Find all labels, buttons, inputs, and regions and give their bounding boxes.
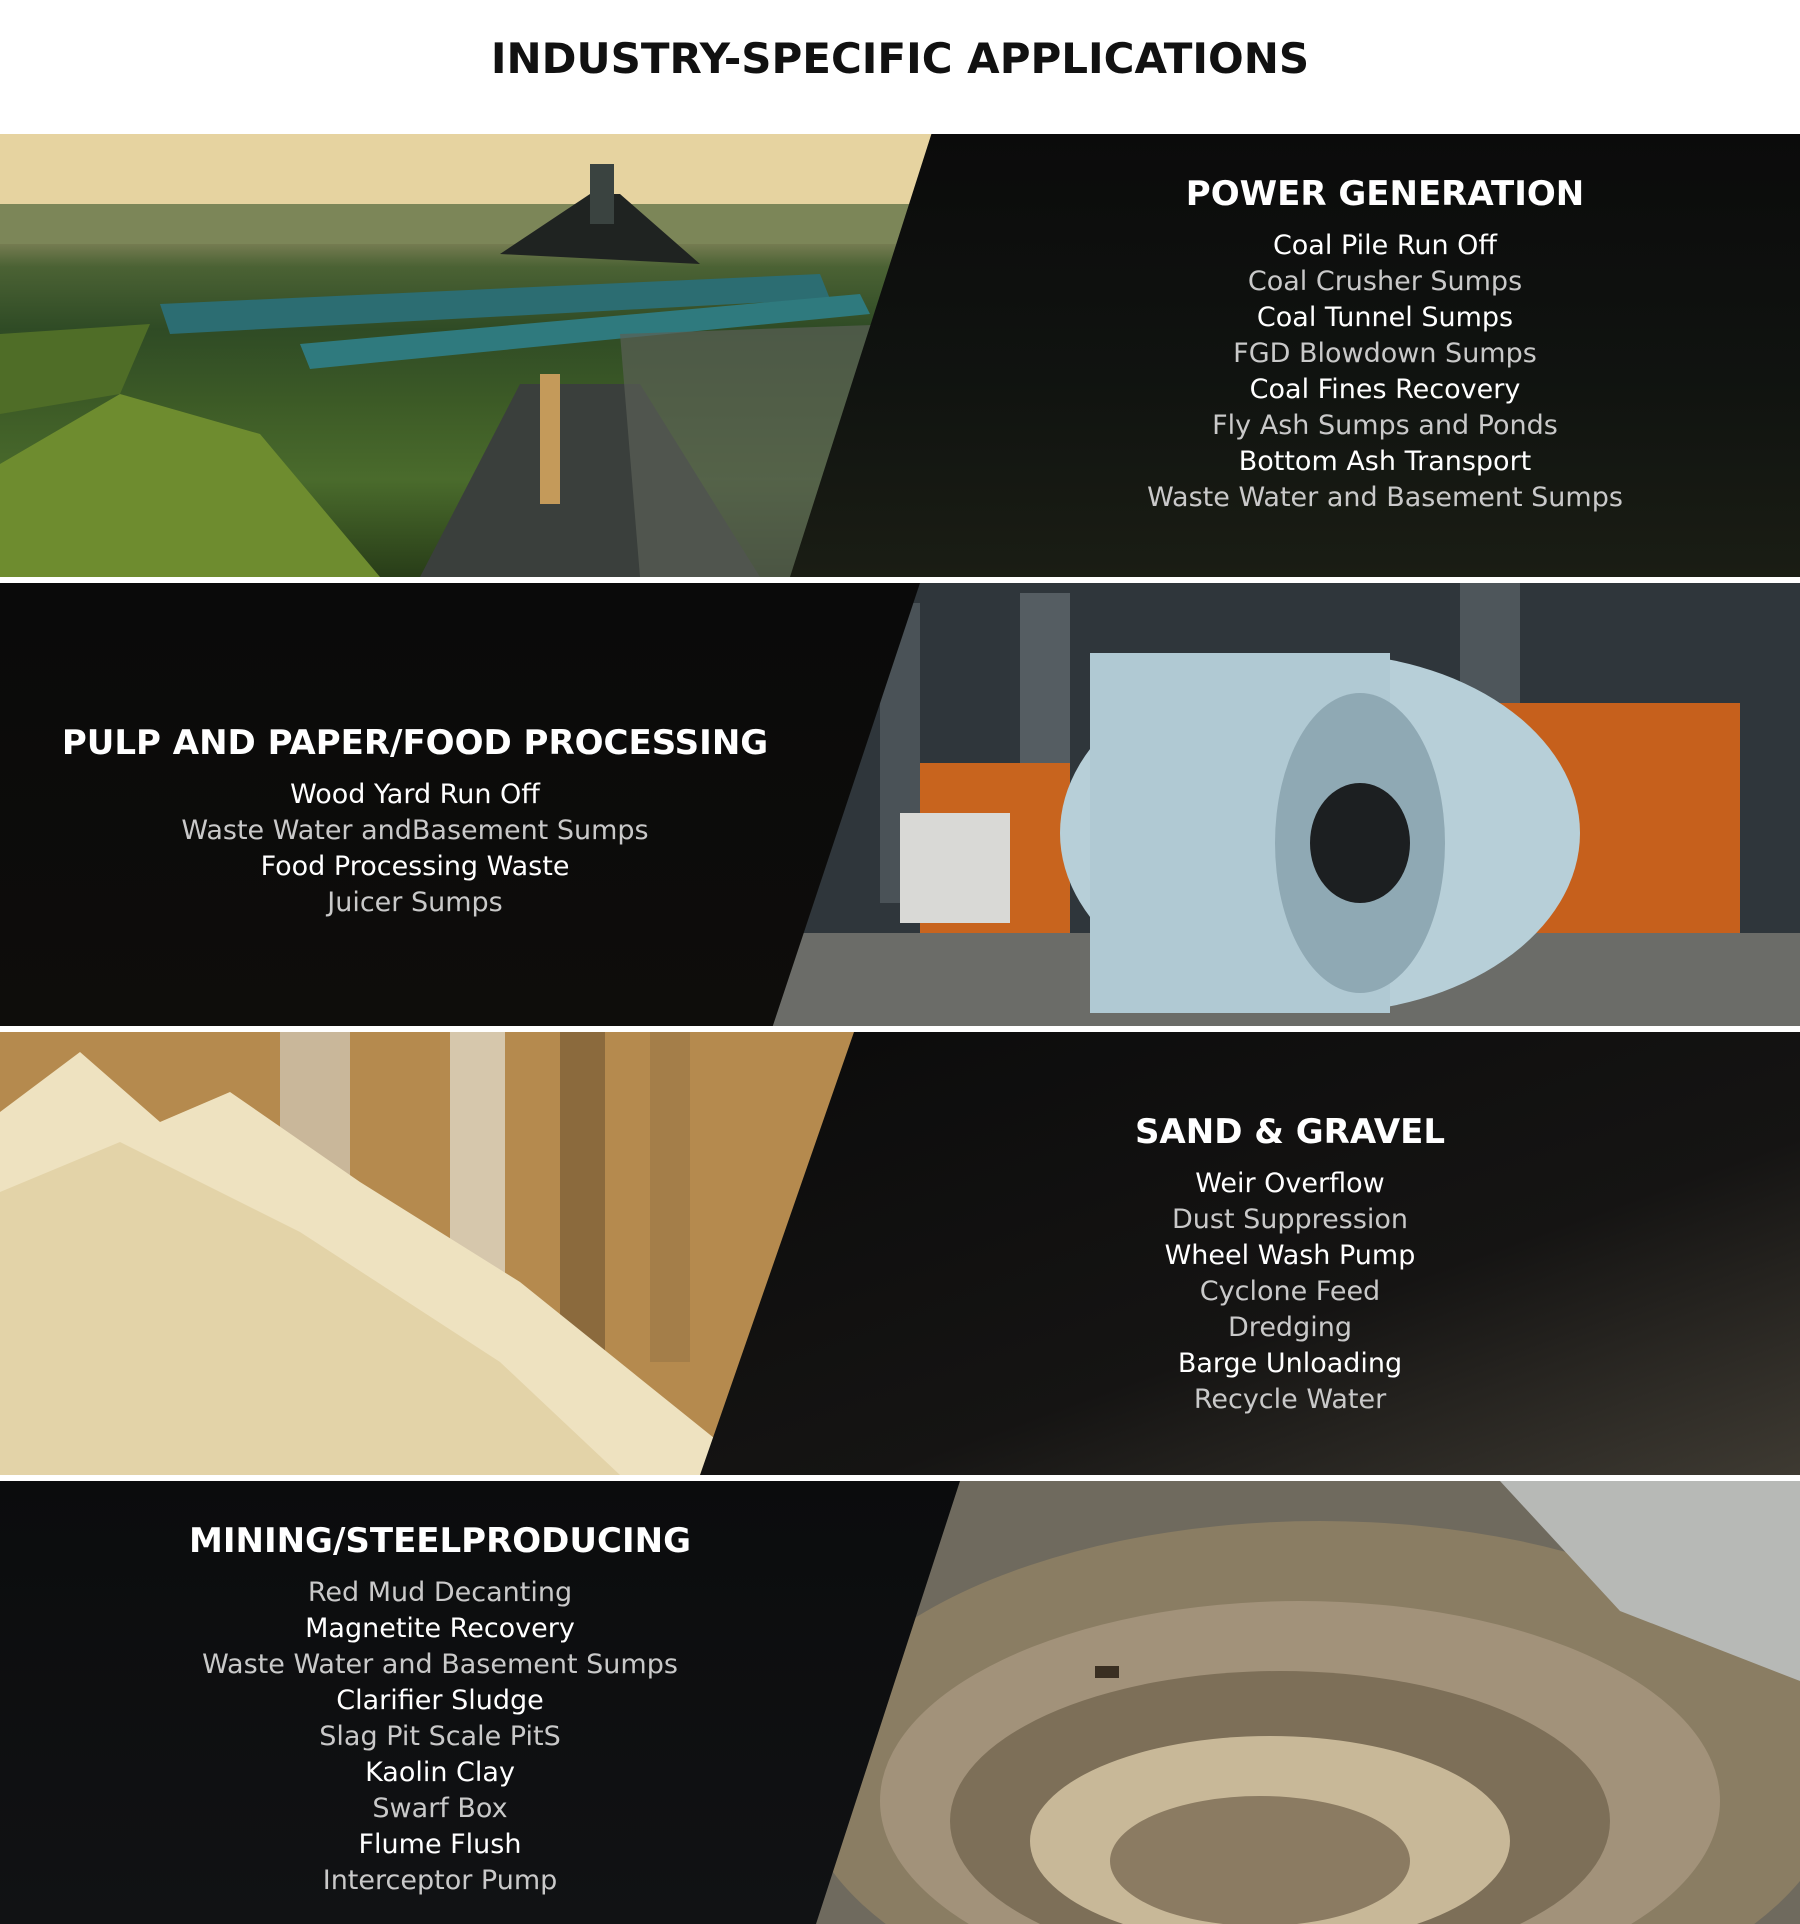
list-item: Coal Crusher Sumps (1247, 266, 1523, 297)
page-title: INDUSTRY-SPECIFIC APPLICATIONS (490, 34, 1310, 83)
list-item: Food Processing Waste (260, 851, 570, 882)
paper-roll-photo (760, 583, 1800, 1026)
section-title: SAND & GRAVEL (1134, 1112, 1446, 1152)
section-content (40, 723, 790, 921)
list-item: Kaolin Clay (365, 1757, 515, 1788)
section-title: PULP AND PAPER/FOOD PROCESSING (61, 723, 769, 763)
list-item: Cyclone Feed (1199, 1276, 1381, 1307)
section-content (1010, 1112, 1570, 1418)
section-content (60, 1521, 820, 1899)
application-list (40, 777, 790, 921)
list-item: Wheel Wash Pump (1164, 1240, 1416, 1271)
section-power-generation (0, 134, 1800, 577)
list-item: Flume Flush (358, 1829, 522, 1860)
list-item: Barge Unloading (1177, 1348, 1403, 1379)
list-item: Juicer Sumps (327, 887, 503, 918)
list-item: Waste Water and Basement Sumps (1147, 482, 1623, 513)
list-item: Waste Water and Basement Sumps (202, 1649, 678, 1680)
section-pulp-and-paper (0, 583, 1800, 1026)
list-item: Dredging (1228, 1312, 1352, 1343)
list-item: Interceptor Pump (322, 1865, 558, 1896)
list-item: FGD Blowdown Sumps (1233, 338, 1537, 369)
application-list (1070, 228, 1700, 516)
list-item: Slag Pit Scale PitS (319, 1721, 561, 1752)
list-item: Dust Suppression (1171, 1204, 1409, 1235)
section-content (1070, 174, 1700, 516)
application-list (1010, 1166, 1570, 1418)
open-pit-mine-photo (800, 1481, 1800, 1924)
list-item: Recycle Water (1193, 1384, 1387, 1415)
list-item: Bottom Ash Transport (1238, 446, 1532, 477)
list-item: Clarifier Sludge (336, 1685, 544, 1716)
list-item: Wood Yard Run Off (290, 779, 540, 810)
section-mining (0, 1481, 1800, 1924)
list-item: Coal Tunnel Sumps (1256, 302, 1514, 333)
section-sand-and-gravel (0, 1032, 1800, 1475)
list-item: Coal Pile Run Off (1272, 230, 1498, 261)
list-item: Magnetite Recovery (305, 1613, 575, 1644)
list-item: Coal Fines Recovery (1249, 374, 1521, 405)
section-title: POWER GENERATION (1185, 174, 1585, 214)
application-list (60, 1575, 820, 1899)
section-title: MINING/STEELPRODUCING (189, 1521, 691, 1561)
list-item: Red Mud Decanting (307, 1577, 573, 1608)
list-item: Swarf Box (372, 1793, 508, 1824)
list-item: Fly Ash Sumps and Ponds (1212, 410, 1558, 441)
list-item: Weir Overflow (1195, 1168, 1385, 1199)
list-item: Waste Water andBasement Sumps (181, 815, 649, 846)
